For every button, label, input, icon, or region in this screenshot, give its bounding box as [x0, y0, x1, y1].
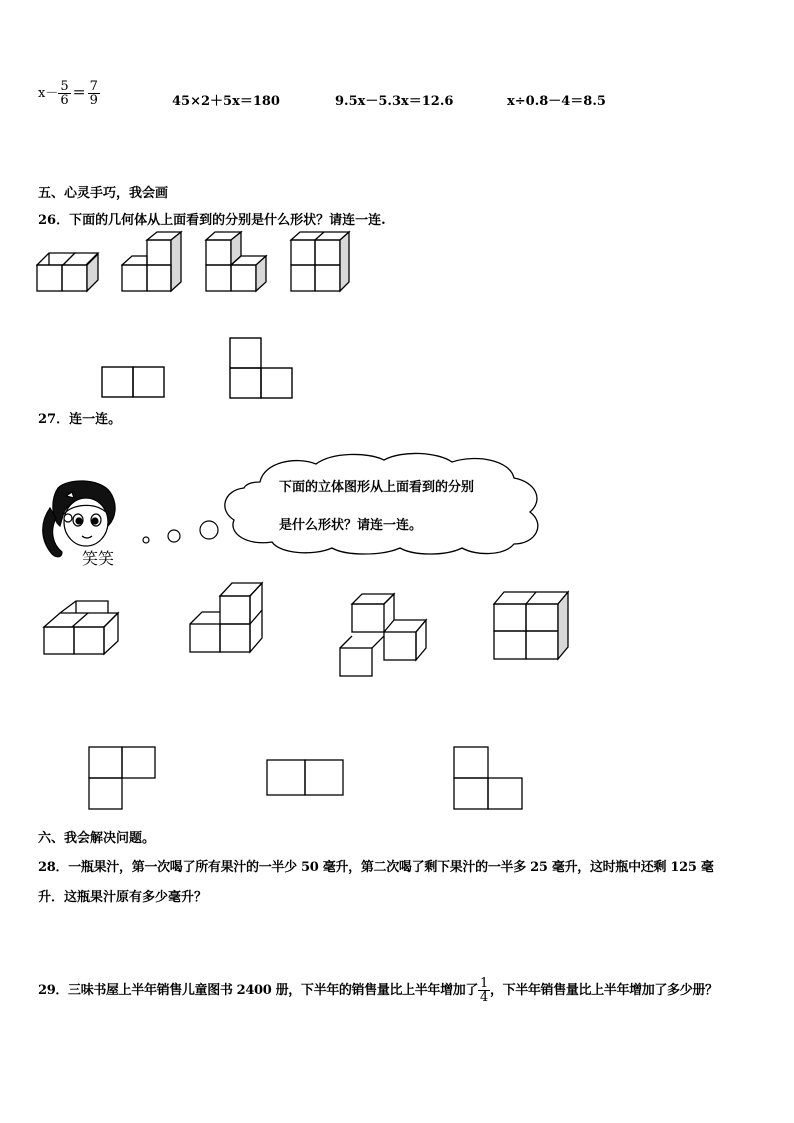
question-29-text-before: 29．三味书屋上半年销售儿童图书 2400 册，下半年的销售量比上半年增加了: [38, 983, 479, 998]
q27-solid-1: [42, 599, 122, 657]
q26-solid-4: [288, 230, 352, 294]
question-29-text-after: ，下半年销售量比上半年增加了多少册？: [489, 983, 718, 998]
equation-3: 9.5x－5.3x＝12.6: [335, 94, 454, 109]
q26-view-2: [229, 336, 295, 400]
equation-1-prefix: x－: [38, 86, 59, 101]
question-26: 26．下面的几何体从上面看到的分别是什么形状？请连一连.: [38, 213, 386, 228]
q27-view-1: [87, 745, 159, 811]
q26-solid-1: [36, 248, 100, 294]
thought-bubbles: [140, 518, 220, 548]
q27-solid-3: [338, 590, 430, 678]
section6-title: 六、我会解决问题。: [38, 831, 156, 846]
q26-solid-3: [204, 230, 268, 294]
q26-view-1: [101, 365, 167, 399]
question-28-line-1: 28．一瓶果汁，第一次喝了所有果汁的一半少 50 毫升，第二次喝了剩下果汁的一半多 25 毫升，这时瓶中还剩 125 毫: [38, 860, 714, 875]
q27-solid-2: [188, 580, 264, 656]
q27-view-3: [452, 745, 526, 811]
cloud-text-line-2: 是什么形状？请连一连。: [279, 518, 423, 533]
fraction-1-4: $\frac{1}{4}$: [480, 976, 488, 1005]
question-27: 27．连一连。: [38, 412, 122, 427]
question-28-line-2: 升．这瓶果汁原有多少毫升？: [38, 890, 208, 905]
q27-view-2: [265, 758, 347, 798]
equation-1: x－ $\frac{5}{6}$ ＝ $\frac{7}{9}$: [38, 79, 98, 108]
q26-solid-2: [121, 230, 183, 294]
question-29: [38, 977, 718, 1004]
mascot-label: 笑笑: [82, 549, 115, 568]
cloud-text-line-1: 下面的立体图形从上面看到的分别: [279, 480, 475, 495]
equation-2: 45×2＋5x＝180: [172, 94, 280, 109]
q27-solid-4: [492, 590, 570, 662]
fraction-7-9: $\frac{7}{9}$: [89, 79, 98, 108]
thought-cloud: [218, 452, 548, 556]
equation-4: x÷0.8－4＝8.5: [507, 94, 606, 109]
section5-title: 五、心灵手巧，我会画: [38, 186, 169, 201]
fraction-5-6: $\frac{5}{6}$: [60, 79, 69, 108]
